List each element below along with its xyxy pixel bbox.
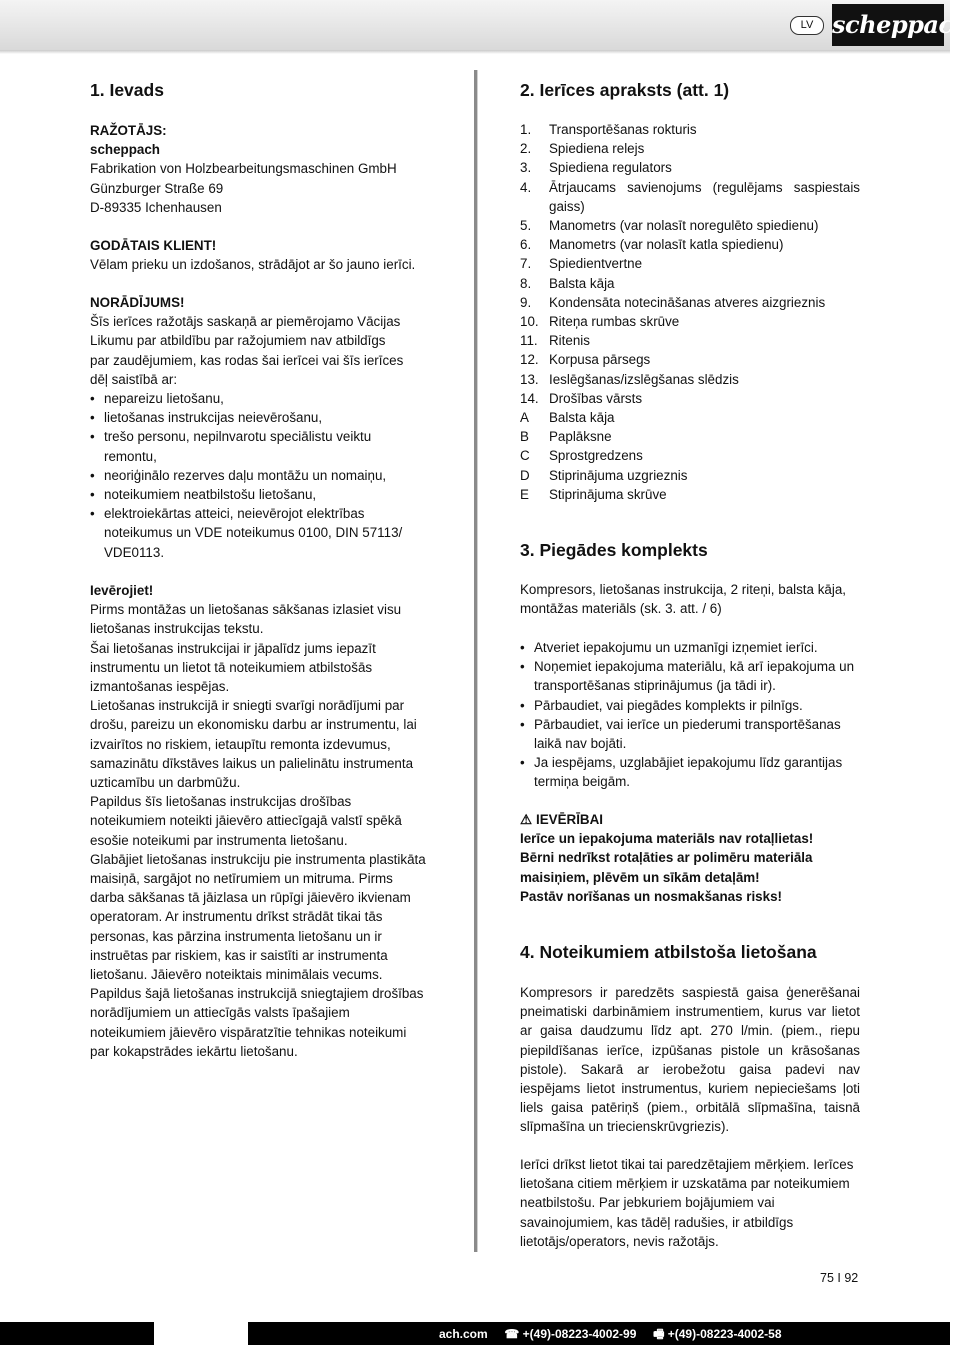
section-title-delivery: 3. Piegādes komplekts [520, 540, 708, 560]
delivery-text: Kompresors, lietošanas instrukcija, 2 riteņi, balsta kāja, montāžas materiāls (sk. 3. att. / 6) [520, 582, 846, 617]
usage-paragraph: Kompresors ir paredzēts saspiestā gaisa ģenerēšanai pneimatiski darbināmiem instrumentiem, kurus var lietot ar gaisa daudzumu līdz apt. 270 l/min. (piem., riepu piepildīšanas ierīce, izpūšanas pistole un krāsošanas pistole). Sakarā ar ierobežotu gaisa padevi nav iespējams lietot instrumentus, kuriem nepieciešams ļoti liels gaisa patēriņš (piem., orbitālā slīpmašīna, taisnā slīpmašīna un triecienskrūvgriezis). [520, 985, 860, 1135]
bullet-icon: • [520, 640, 525, 655]
paragraph: Papildus šajā lietošanas instrukcijā sniegtajiem drošības norādījumiem un attiecīgās valsts īpašajiem noteikumiem jāievēro vispāratzītie tehnikas noteikumi par kokapstrādes iekārtu lietošanu. [90, 986, 424, 1059]
list-item: • Ja iespējams, uzglabājiet iepakojumu līdz garantijas termiņa beigām. [520, 755, 843, 790]
notes-block [90, 293, 408, 562]
manufacturer-block [90, 121, 428, 217]
usage-paragraph: Ierīci drīkst lietot tikai tai paredzētajiem mērķiem. Ierīces lietošana citiem mērķiem ir uzskatāma par noteikumiem neatbilstošu. Par jebkuriem bojājumiem vai savainojumiem, kas tādēļ radušies, ir atbildīgs lietotājs/operators, nevis ražotājs. [520, 1157, 854, 1249]
header-shadow [0, 50, 950, 54]
list-item: B Paplāksne [520, 429, 612, 445]
parts-list [520, 120, 860, 504]
language-badge: LV [790, 16, 824, 35]
list-item: • noteikumiem neatbilstošu lietošanu, [90, 485, 408, 504]
notes-label: NORĀDĪJUMS! [90, 295, 185, 310]
list-item: 1. Transportēšanas rokturis [520, 122, 697, 137]
list-item: 5. Manometrs (var nolasīt noregulēto spiedienu) [520, 218, 819, 234]
section-title-introduction: 1. Ievads [90, 80, 164, 100]
list-item: C Sprostgredzens [520, 448, 643, 464]
list-item: 9. Kondensāta notecināšanas atveres aizgrieznis [520, 294, 826, 310]
address-line: D-89335 Ichenhausen [90, 199, 222, 215]
list-item: 4. Ātrjaucams savienojums (regulējams saspiestais gaiss) [520, 179, 860, 214]
brand-logo: scheppach [832, 4, 944, 46]
list-item: 3. Spiediena regulators [520, 160, 672, 176]
footer-gap [154, 1322, 248, 1345]
warning-line: Ierīce un iepakojuma materiāls nav rotaļlietas! [520, 831, 814, 847]
paragraph: Glabājiet lietošanas instrukciju pie instrumenta plastikāta maisiņā, sargājot no netīrumiem un mitruma. Pirms darba sākšanas tā jāizlasa un rūpīgi jāievēro ikvienam operatoram. Ar instrumentu drīkst strādāt tikai tās personas, kas pārzina instrumenta lietošanu un ir instruētas par riskiem, kas ir saistīti ar instrumenta lietošanu. Jāievēro noteiktais minimālais vecums. [90, 851, 426, 983]
bullet-icon: • [520, 697, 525, 713]
warning-line: Pastāv norīšanas un nosmakšanas risks! [520, 888, 782, 904]
list-item: 12. Korpusa pārsegs [520, 352, 651, 368]
list-item: • Noņemiet iepakojuma materiālu, kā arī iepakojuma un transportēšanas stiprinājumus (ja tādi ir). [520, 659, 855, 694]
notes-text: Šīs ierīces ražotājs saskaņā ar piemērojamo Vācijas Likumu par atbildību par ražojumiem nav atbildīgs par zaudējumiem, kas rodas šai ierīcei vai šīs ierīces dēļ saistībā ar: [90, 314, 404, 387]
section-title-description: 2. Ierīces apraksts (att. 1) [520, 80, 730, 100]
list-item: E Stiprinājuma skrūve [520, 486, 667, 502]
column-divider-shadow [477, 70, 478, 1252]
warning-heading [520, 810, 860, 829]
list-item: 11. Ritenis [520, 333, 590, 349]
bullet-icon: • [90, 467, 95, 483]
list-item: • Atveriet iepakojumu un uzmanīgi izņemiet ierīci. [520, 638, 860, 657]
paragraph: Papildus šīs lietošanas instrukcijas drošības noteikumiem noteikti jāievēro attiecīgajā valstī spēkā esošie noteikumi par instrumenta lietošanu. [90, 794, 402, 848]
observe-block [90, 581, 428, 1061]
address-line: Fabrikation von Holzbearbeitungsmaschinen GmbH [90, 161, 397, 177]
page-number: 75 I 92 [820, 1271, 859, 1285]
warning-line: Bērni nedrīkst rotaļāties ar polimēru materiāla maisiņiem, plēvēm un sīkām detaļām! [520, 850, 813, 885]
warning-label: IEVĒRĪBAI [536, 812, 603, 827]
bullet-icon: • [90, 410, 95, 426]
list-item: A Balsta kāja [520, 410, 615, 426]
list-item: D Stiprinājuma uzgrieznis [520, 467, 688, 483]
list-item: • nepareizu lietošanu, [90, 389, 408, 408]
footer-phone: ☎ +(49)-08223-4002-99 [504, 1327, 637, 1341]
warning-icon: ⚠ [520, 812, 533, 827]
bullet-icon: • [520, 755, 525, 771]
footer-contact [439, 1325, 782, 1346]
observe-label: Ievērojiet! [90, 583, 154, 598]
list-item: 13. Ieslēgšanas/izslēgšanas slēdzis [520, 371, 739, 387]
list-item: • elektroiekārtas atteici, neievērojot elektrības noteikumus un VDE noteikumus 0100, DIN 57113/ VDE0113. [90, 506, 403, 560]
bullet-icon: • [90, 487, 95, 503]
footer-fax: 🖷 +(49)-08223-4002-58 [653, 1327, 782, 1341]
bullet-icon: • [520, 659, 525, 675]
footer-web[interactable]: ach.com [439, 1327, 488, 1341]
list-item: 7. Spiedientvertne [520, 256, 643, 272]
manufacturer-label: RAŽOTĀJS: [90, 123, 167, 138]
bullet-icon: • [90, 506, 95, 522]
paragraph: Šai lietošanas instrukcijai ir jāpalīdz jums iepazīt instrumentu un lietot tā noteikumiem atbilstošās izmantošanas iespējas. [90, 640, 376, 695]
delivery-checklist [520, 638, 860, 792]
list-item: 14. Drošības vārsts [520, 390, 643, 406]
greeting-text: Vēlam prieku un izdošanos, strādājot ar šo jauno ierīci. [90, 257, 416, 273]
list-item: 10. Riteņa rumbas skrūve [520, 314, 680, 330]
address-line: Günzburger Straße 69 [90, 180, 224, 196]
bullet-icon: • [90, 429, 95, 445]
greeting-block [90, 236, 428, 274]
list-item: 8. Balsta kāja [520, 275, 615, 291]
company-name: scheppach [90, 142, 160, 158]
greeting-label: GODĀTAIS KLIENT! [90, 238, 217, 253]
bullet-icon: • [520, 716, 525, 732]
list-item: 6. Manometrs (var nolasīt katla spiedienu) [520, 237, 784, 253]
list-item: • Pārbaudiet, vai piegādes komplekts ir pilnīgs. [520, 696, 860, 715]
list-item: • neoriģinālo rezerves daļu montāžu un nomaiņu, [90, 466, 408, 485]
paragraph: Pirms montāžas un lietošanas sākšanas izlasiet visu lietošanas instrukcijas tekstu. [90, 602, 402, 637]
list-item: • lietošanas instrukcijas neievērošanu, [90, 408, 408, 427]
section-title-intended-use: 4. Noteikumiem atbilstoša lietošana [520, 942, 817, 962]
list-item: 2. Spiediena relejs [520, 141, 645, 157]
list-item: • trešo personu, nepilnvarotu speciālistu veiktu remontu, [90, 429, 372, 464]
paragraph: Lietošanas instrukcijā ir sniegti svarīgi norādījumi par drošu, pareizu un ekonomisku darbu ar instrumentu, lai izvairītos no riskiem, ietaupītu remonta izdevumus, samazinātu dīkstāves laikus un palielinātu instrumenta uzticamību un darbmūžu. [90, 698, 417, 791]
list-item: • Pārbaudiet, vai ierīce un piederumi transportēšanas laikā nav bojāti. [520, 716, 841, 752]
warning-block [520, 810, 860, 906]
bullet-icon: • [90, 391, 95, 407]
